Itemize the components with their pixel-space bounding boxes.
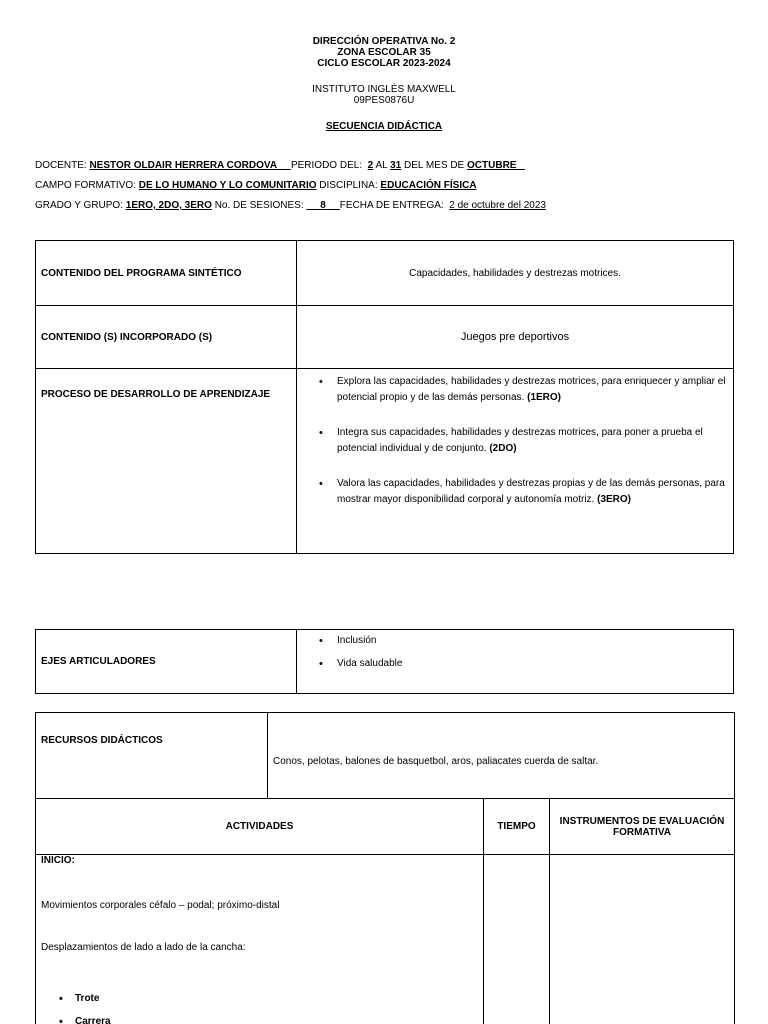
fecha-value: 2 de octubre del 2023 <box>449 200 546 211</box>
document-title: SECUENCIA DIDÁCTICA <box>325 121 443 132</box>
docente-value: NESTOR OLDAIR HERRERA CORDOVA <box>89 160 278 171</box>
incorporado-label: CONTENIDO (S) INCORPORADO (S) <box>36 306 297 369</box>
inicio-heading: INICIO: <box>41 855 75 866</box>
activity-list <box>41 991 483 1024</box>
recursos-value: Conos, pelotas, balones de basquetbol, aros, paliacates cuerda de saltar. <box>268 713 735 799</box>
ejes-row <box>36 630 734 694</box>
campo-label: CAMPO FORMATIVO: <box>35 180 136 191</box>
list-item: • Trote <box>41 991 483 1007</box>
list-item: • Valora las capacidades, habilidades y destrezas propias y de las demás personas, para mostrar mayor disponibilidad corporal y autonomía motriz. (3ERO) <box>297 476 733 508</box>
activities-row <box>36 855 735 1024</box>
ejes-list <box>297 633 733 672</box>
docente-label: DOCENTE: <box>35 160 87 171</box>
proceso-list <box>297 369 733 508</box>
contenido-label: CONTENIDO DEL PROGRAMA SINTÉTICO <box>36 241 297 306</box>
al-label: AL <box>375 160 388 171</box>
direccion-operativa: DIRECCIÓN OPERATIVA No. 2 <box>312 36 456 47</box>
col-tiempo: TIEMPO <box>484 799 550 855</box>
list-item: • Carrera <box>41 1014 483 1024</box>
periodo-to: 31 <box>390 160 402 171</box>
list-item: • Inclusión <box>297 633 733 649</box>
tiempo-cell <box>484 855 550 1024</box>
col-instrumentos: INSTRUMENTOS DE EVALUACIÓN FORMATIVA <box>550 799 735 855</box>
activities-cell <box>36 855 484 1024</box>
recursos-label: RECURSOS DIDÁCTICOS <box>36 713 268 799</box>
incorporado-value: Juegos pre deportivos <box>297 306 734 369</box>
mes-label: DEL MES DE <box>404 160 465 171</box>
activity-paragraph: Movimientos corporales céfalo – podal; próximo-distal <box>41 900 280 911</box>
institute-code: 09PES0876U <box>353 95 415 106</box>
zona-escolar: ZONA ESCOLAR 35 <box>337 47 431 58</box>
program-table <box>35 240 734 554</box>
ejes-value <box>297 630 734 694</box>
proceso-label: PROCESO DE DESARROLLO DE APRENDIZAJE <box>36 369 297 554</box>
activities-table <box>35 712 735 1024</box>
fecha-label: FECHA DE ENTREGA: <box>339 200 444 211</box>
ejes-table <box>35 629 734 694</box>
info-line-docente <box>35 160 525 171</box>
sesiones-label: No. DE SESIONES: <box>214 200 304 211</box>
periodo-label: PERIODO DEL: <box>290 160 363 171</box>
sesiones-value: 8 <box>320 200 326 211</box>
disciplina-value: EDUCACIÓN FÍSICA <box>380 180 477 191</box>
col-actividades: ACTIVIDADES <box>36 799 484 855</box>
institute-block <box>0 84 768 106</box>
header-block <box>0 36 768 69</box>
ejes-label: EJES ARTICULADORES <box>36 630 297 694</box>
proceso-row <box>36 369 734 554</box>
list-item: • Vida saludable <box>297 656 733 672</box>
proceso-value <box>297 369 734 554</box>
activities-header-row <box>36 799 735 855</box>
ciclo-escolar: CICLO ESCOLAR 2023-2024 <box>317 58 451 69</box>
institute-name: INSTITUTO INGLÉS MAXWELL <box>312 84 456 95</box>
contenido-value: Capacidades, habilidades y destrezas motrices. <box>297 241 734 306</box>
activity-paragraph: Desplazamientos de lado a lado de la cancha: <box>41 942 246 953</box>
disciplina-label: DISCIPLINA: <box>319 180 378 191</box>
info-line-grado <box>35 200 546 211</box>
list-item: • Integra sus capacidades, habilidades y destrezas motrices, para poner a prueba el potencial individual y de conjunto. (2DO) <box>297 425 733 457</box>
mes-value: OCTUBRE <box>467 160 517 171</box>
grado-label: GRADO Y GRUPO: <box>35 200 123 211</box>
periodo-from: 2 <box>367 160 374 171</box>
instrumentos-cell <box>550 855 735 1024</box>
incorporado-row <box>36 306 734 369</box>
contenido-row <box>36 241 734 306</box>
list-item: • Explora las capacidades, habilidades y destrezas motrices, para enriquecer y ampliar el potencial propio y de las demás personas. (1ERO) <box>297 374 733 406</box>
grado-value: 1ERO, 2DO, 3ERO <box>125 200 212 211</box>
recursos-row <box>36 713 735 799</box>
info-line-campo <box>35 180 477 191</box>
campo-value: DE LO HUMANO Y LO COMUNITARIO <box>138 180 317 191</box>
